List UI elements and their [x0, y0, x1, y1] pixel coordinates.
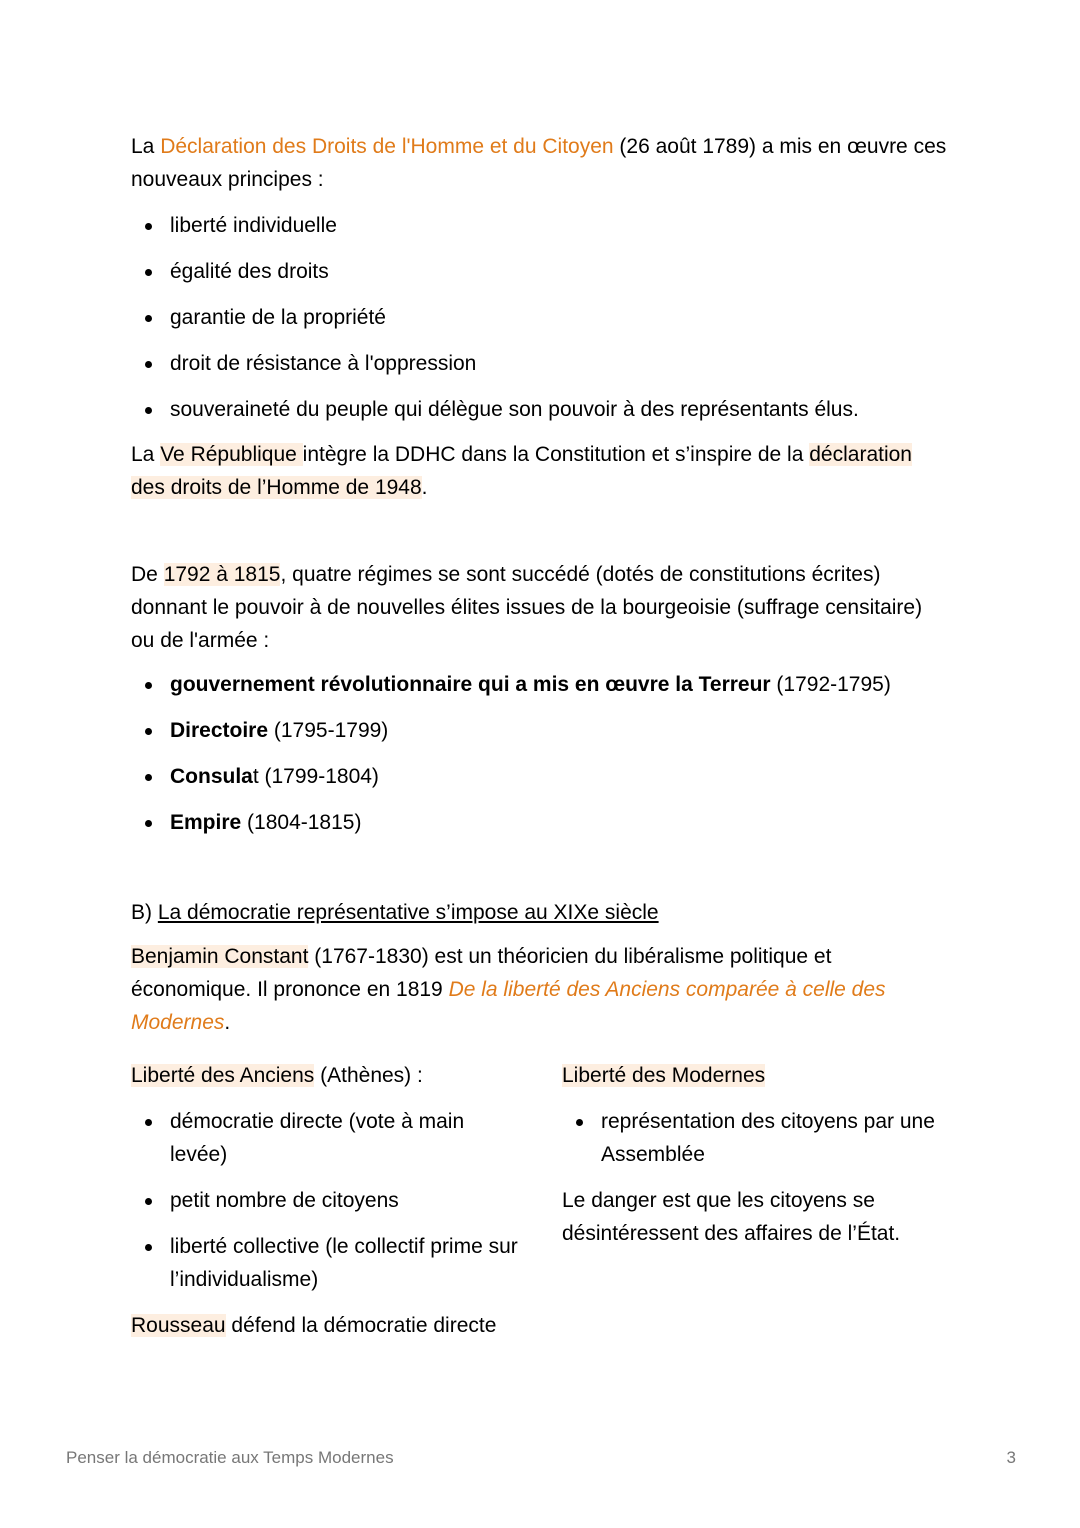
anciens-list [131, 1105, 521, 1296]
regime-dates: (1792-1795) [770, 673, 891, 696]
footer-title: Penser la démocratie aux Temps Modernes [66, 1448, 394, 1467]
danger-paragraph: Le danger est que les citoyens se désintéressent des affaires de l’État. [562, 1189, 901, 1245]
paragraph-regimes [131, 558, 951, 657]
list-item: petit nombre de citoyens [131, 1184, 521, 1217]
paragraph-ddhc [131, 130, 951, 196]
work-title: De la liberté des Anciens comparée à celle des Modernes [131, 978, 886, 1034]
column-heading: Liberté des Anciens [131, 1064, 315, 1087]
list-item: droit de résistance à l'oppression [131, 347, 951, 380]
section-title: La démocratie représentative s’impose au XIXe siècle [157, 901, 659, 924]
highlight: Ve République [160, 443, 303, 466]
list-item: représentation des citoyens par une Assemblée [562, 1105, 962, 1171]
text: La [131, 135, 161, 158]
list-item [131, 714, 951, 747]
regimes-list [131, 668, 951, 852]
text: défend la démocratie directe [225, 1314, 497, 1337]
paragraph-constant [131, 940, 951, 1039]
text: intègre la DDHC dans la Constitution et s’inspire de la [302, 443, 810, 466]
list-item [131, 668, 951, 701]
regime-name: Empire [170, 811, 242, 834]
list-item: démocratie directe (vote à main levée) [131, 1105, 521, 1171]
highlight: Rousseau [131, 1314, 226, 1337]
regime-dates: t (1799-1804) [252, 765, 379, 788]
text: . [421, 476, 428, 499]
list-item: liberté individuelle [131, 209, 951, 242]
text: . [224, 1011, 231, 1034]
list-item: liberté collective (le collectif prime sur l’individualisme) [131, 1230, 521, 1296]
column-heading: Liberté des Modernes [562, 1064, 766, 1087]
highlight: 1792 à 1815 [163, 563, 281, 586]
modernes-list [562, 1105, 962, 1171]
list-item [131, 760, 951, 793]
list-item: garantie de la propriété [131, 301, 951, 334]
highlight: déclaration des droits de l’Homme de 1948 [131, 443, 912, 499]
list-item: égalité des droits [131, 255, 951, 288]
regime-dates: (1804-1815) [241, 811, 362, 834]
text: , quatre régimes se sont succédé (dotés de constitutions écrites) donnant le pouvoir à de nouvelles élites issues de la bourgeoisie (suffrage censitaire) ou de l'armée : [131, 563, 923, 652]
regime-name: gouvernement révolutionnaire qui a mis en œuvre la Terreur [170, 673, 771, 696]
page-number: 3 [1006, 1448, 1016, 1467]
section-heading [131, 896, 951, 929]
text: De [131, 563, 164, 586]
ddhc-term: Déclaration des Droits de l'Homme et du Citoyen [160, 135, 614, 158]
paragraph-ve-republique [131, 438, 951, 504]
regime-dates: (1795-1799) [268, 719, 389, 742]
text: (26 août 1789) a mis en œuvre ces nouveaux principes : [131, 135, 947, 191]
text: (Athènes) : [314, 1064, 423, 1087]
left-column [131, 1059, 521, 1342]
regime-name: Consula [170, 765, 253, 788]
list-item: souveraineté du peuple qui délègue son pouvoir à des représentants élus. [131, 393, 951, 426]
principles-list [131, 209, 951, 439]
list-item [131, 806, 951, 839]
section-prefix: B) [131, 901, 158, 924]
regime-name: Directoire [170, 719, 269, 742]
right-column [562, 1059, 962, 1250]
text: La [131, 443, 161, 466]
text: (1767-1830) est un théoricien du libéralisme politique et économique. Il prononce en 1819 [131, 945, 832, 1001]
highlight: Benjamin Constant [131, 945, 309, 968]
